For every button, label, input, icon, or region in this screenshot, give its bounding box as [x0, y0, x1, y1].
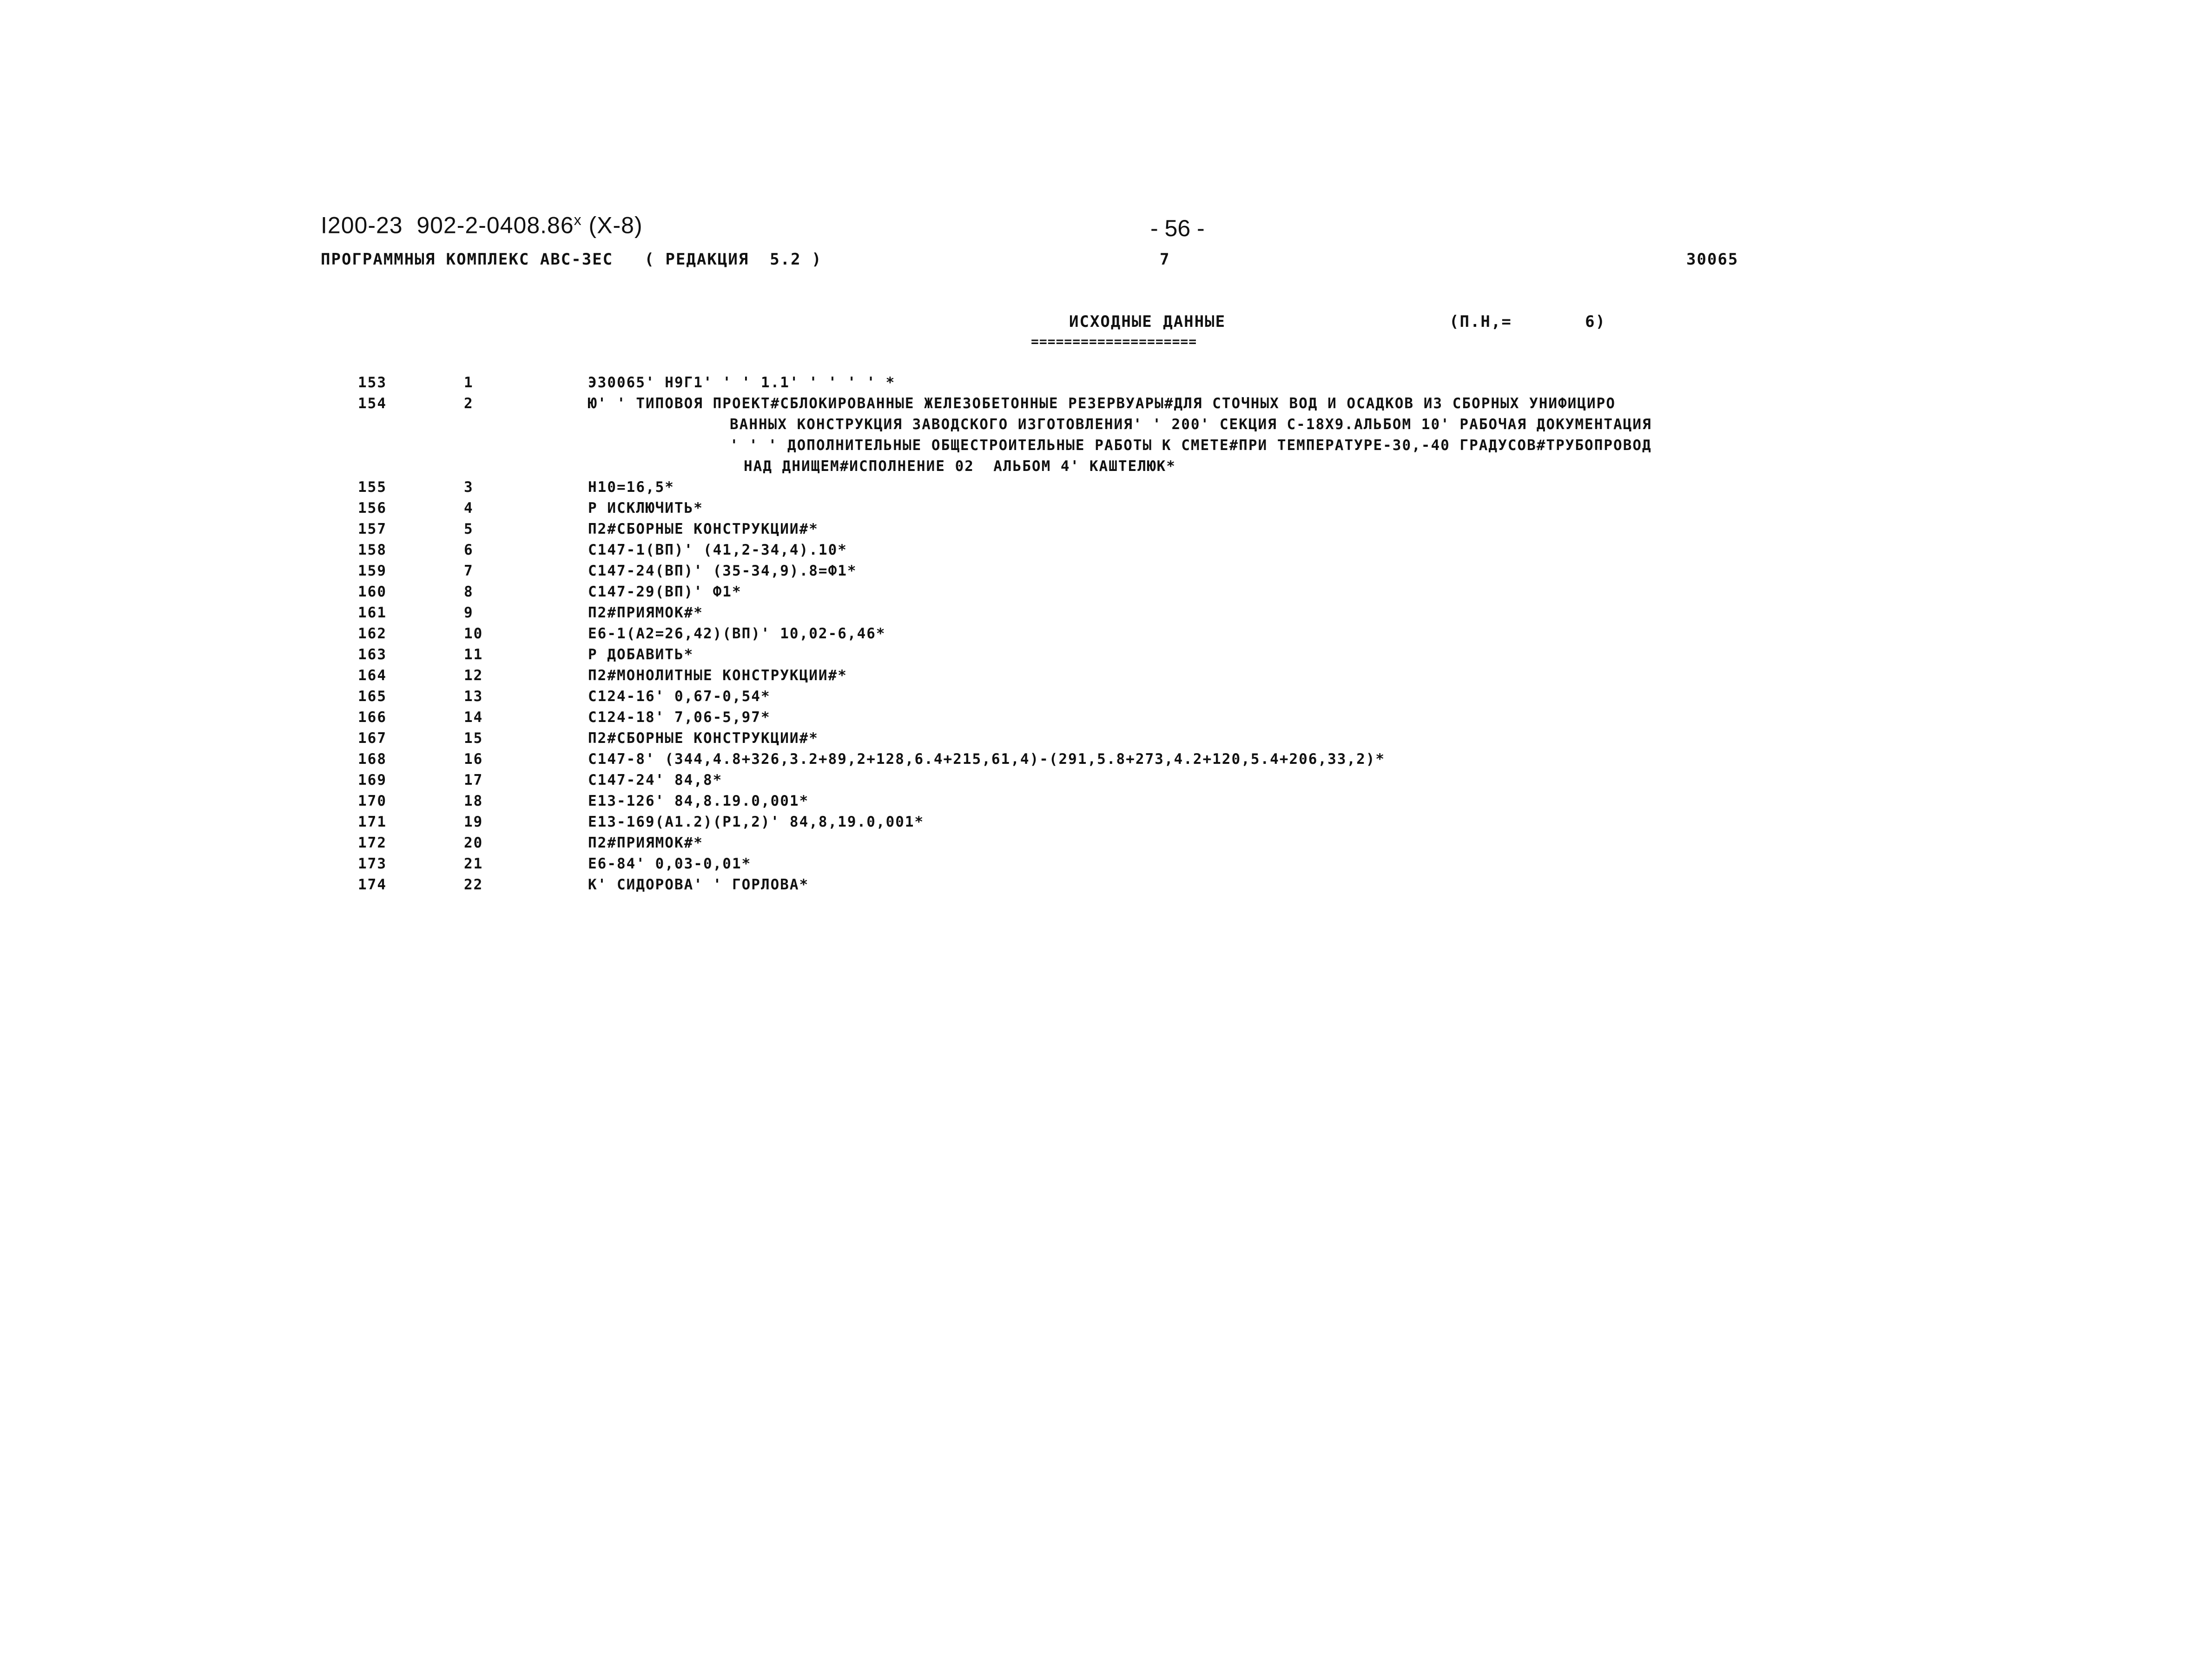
record-number: 6: [464, 542, 474, 558]
record-number: 19: [464, 814, 483, 830]
record-number: 9: [464, 604, 474, 621]
record-number: 1: [464, 374, 474, 391]
record-text: П2#ПРИЯМОК#*: [588, 604, 703, 621]
section-title: ИСХОДНЫЕ ДАННЫЕ: [1069, 312, 1226, 331]
list-item: [0, 688, 2212, 709]
list-item: [0, 751, 2212, 772]
list-item-continuation: [0, 416, 2212, 437]
list-item: [0, 646, 2212, 667]
record-text: ВАННЫХ КОНСТРУКЦИЯ ЗАВОДСКОГО ИЗГОТОВЛЕНИЯ' ' 200' СЕКЦИЯ С-18Х9.АЛЬБОМ 10' РАБОЧАЯ ДОКУМЕНТАЦИЯ: [730, 416, 1652, 433]
record-text: Е6-84' 0,03-0,01*: [588, 855, 752, 872]
document-code: [321, 212, 643, 239]
record-text: Е13-169(А1.2)(Р1,2)' 84,8,19.0,001*: [588, 814, 924, 830]
record-number: 20: [464, 835, 483, 851]
list-item: [0, 667, 2212, 688]
line-number: 168: [358, 751, 387, 768]
record-number: 17: [464, 772, 483, 788]
line-number: 170: [358, 793, 387, 809]
record-text: С147-8' (344,4.8+326,3.2+89,2+128,6.4+215,61,4)-(291,5.8+273,4.2+120,5.4+206,33,2)*: [588, 751, 1386, 768]
line-number: 163: [358, 646, 387, 663]
list-item: [0, 395, 2212, 416]
list-item: [0, 500, 2212, 521]
list-item-continuation: [0, 458, 2212, 479]
record-text: Е13-126' 84,8.19.0,001*: [588, 793, 809, 809]
line-number: 164: [358, 667, 387, 684]
line-number: 172: [358, 835, 387, 851]
record-text: П2#СБОРНЫЕ КОНСТРУКЦИИ#*: [588, 521, 819, 537]
page-number: - 56 -: [1150, 215, 1205, 241]
list-item: [0, 793, 2212, 814]
list-item: [0, 374, 2212, 395]
record-number: 10: [464, 625, 483, 642]
record-text: С147-24' 84,8*: [588, 772, 723, 788]
data-listing: [0, 374, 2212, 897]
sheet-number: 7: [1160, 250, 1169, 269]
record-number: 3: [464, 479, 474, 496]
record-number: 5: [464, 521, 474, 537]
record-text: С124-18' 7,06-5,97*: [588, 709, 771, 726]
record-text: С147-24(ВП)' (35-34,9).8=Ф1*: [588, 563, 857, 579]
document-code-superscript: х: [574, 212, 582, 228]
record-number: 18: [464, 793, 483, 809]
record-text: С147-1(ВП)' (41,2-34,4).10*: [588, 542, 847, 558]
line-number: 155: [358, 479, 387, 496]
record-text: К' СИДОРОВА' ' ГОРЛОВА*: [588, 876, 809, 893]
record-text: ' ' ' ДОПОЛНИТЕЛЬНЫЕ ОБЩЕСТРОИТЕЛЬНЫЕ РАБОТЫ К СМЕТЕ#ПРИ ТЕМПЕРАТУРЕ-30,-40 ГРАДУСОВ#ТРУБОПРОВОД: [730, 437, 1652, 454]
record-text: Н10=16,5*: [588, 479, 674, 496]
record-text: П2#МОНОЛИТНЫЕ КОНСТРУКЦИИ#*: [588, 667, 847, 684]
record-text: Е6-1(А2=26,42)(ВП)' 10,02-6,46*: [588, 625, 886, 642]
list-item: [0, 563, 2212, 583]
line-number: 166: [358, 709, 387, 726]
record-number: 2: [464, 395, 474, 412]
record-number: 15: [464, 730, 483, 747]
record-number: 14: [464, 709, 483, 726]
line-number: 169: [358, 772, 387, 788]
record-text: П2#ПРИЯМОК#*: [588, 835, 703, 851]
line-number: 158: [358, 542, 387, 558]
record-text: Ю' ' ТИПОВОЯ ПРОЕКТ#СБЛОКИРОВАННЫЕ ЖЕЛЕЗОБЕТОННЫЕ РЕЗЕРВУАРЫ#ДЛЯ СТОЧНЫХ ВОД И ОСАДКОВ ИЗ СБОРНЫХ УНИФИЦИРО: [588, 395, 1616, 412]
document-code-main: I200-23 902-2-0408.86: [321, 212, 574, 238]
list-item: [0, 583, 2212, 604]
record-number: 4: [464, 500, 474, 517]
section-pn: (П.Н,= 6): [1449, 312, 1606, 331]
line-number: 159: [358, 563, 387, 579]
line-number: 167: [358, 730, 387, 747]
line-number: 173: [358, 855, 387, 872]
record-number: 16: [464, 751, 483, 768]
line-number: 160: [358, 583, 387, 600]
record-text: С147-29(ВП)' Ф1*: [588, 583, 742, 600]
list-item: [0, 709, 2212, 730]
list-item: [0, 542, 2212, 563]
list-item: [0, 479, 2212, 500]
list-item-continuation: [0, 437, 2212, 458]
line-number: 174: [358, 876, 387, 893]
record-text: Р ДОБАВИТЬ*: [588, 646, 694, 663]
list-item: [0, 835, 2212, 855]
line-number: 165: [358, 688, 387, 705]
record-number: 22: [464, 876, 483, 893]
record-text: П2#СБОРНЫЕ КОНСТРУКЦИИ#*: [588, 730, 819, 747]
record-number: 21: [464, 855, 483, 872]
list-item: [0, 604, 2212, 625]
line-number: 156: [358, 500, 387, 517]
line-number: 171: [358, 814, 387, 830]
line-number: 154: [358, 395, 387, 412]
record-number: 12: [464, 667, 483, 684]
line-number: 162: [358, 625, 387, 642]
record-number: 11: [464, 646, 483, 663]
program-title: ПРОГРАММНЫЯ КОМПЛЕКС АВС-3ЕС ( РЕДАКЦИЯ 5.2 ): [321, 250, 822, 269]
list-item: [0, 876, 2212, 897]
section-underline: ====================: [1031, 334, 1197, 349]
line-number: 161: [358, 604, 387, 621]
record-text: Э30065' Н9Г1' ' ' 1.1' ' ' ' ' *: [588, 374, 896, 391]
list-item: [0, 772, 2212, 793]
document-code-suffix: (Х-8): [581, 212, 643, 238]
record-number: 8: [464, 583, 474, 600]
record-text: Р ИСКЛЮЧИТЬ*: [588, 500, 703, 517]
list-item: [0, 625, 2212, 646]
line-number: 157: [358, 521, 387, 537]
record-text: С124-16' 0,67-0,54*: [588, 688, 771, 705]
list-item: [0, 855, 2212, 876]
line-number: 153: [358, 374, 387, 391]
list-item: [0, 521, 2212, 542]
list-item: [0, 730, 2212, 751]
record-number: 13: [464, 688, 483, 705]
list-item: [0, 814, 2212, 835]
record-number: 7: [464, 563, 474, 579]
object-number: 30065: [1686, 250, 1739, 269]
record-text: НАД ДНИЩЕМ#ИСПОЛНЕНИЕ 02 АЛЬБОМ 4' КАШТЕЛЮК*: [744, 458, 1176, 475]
